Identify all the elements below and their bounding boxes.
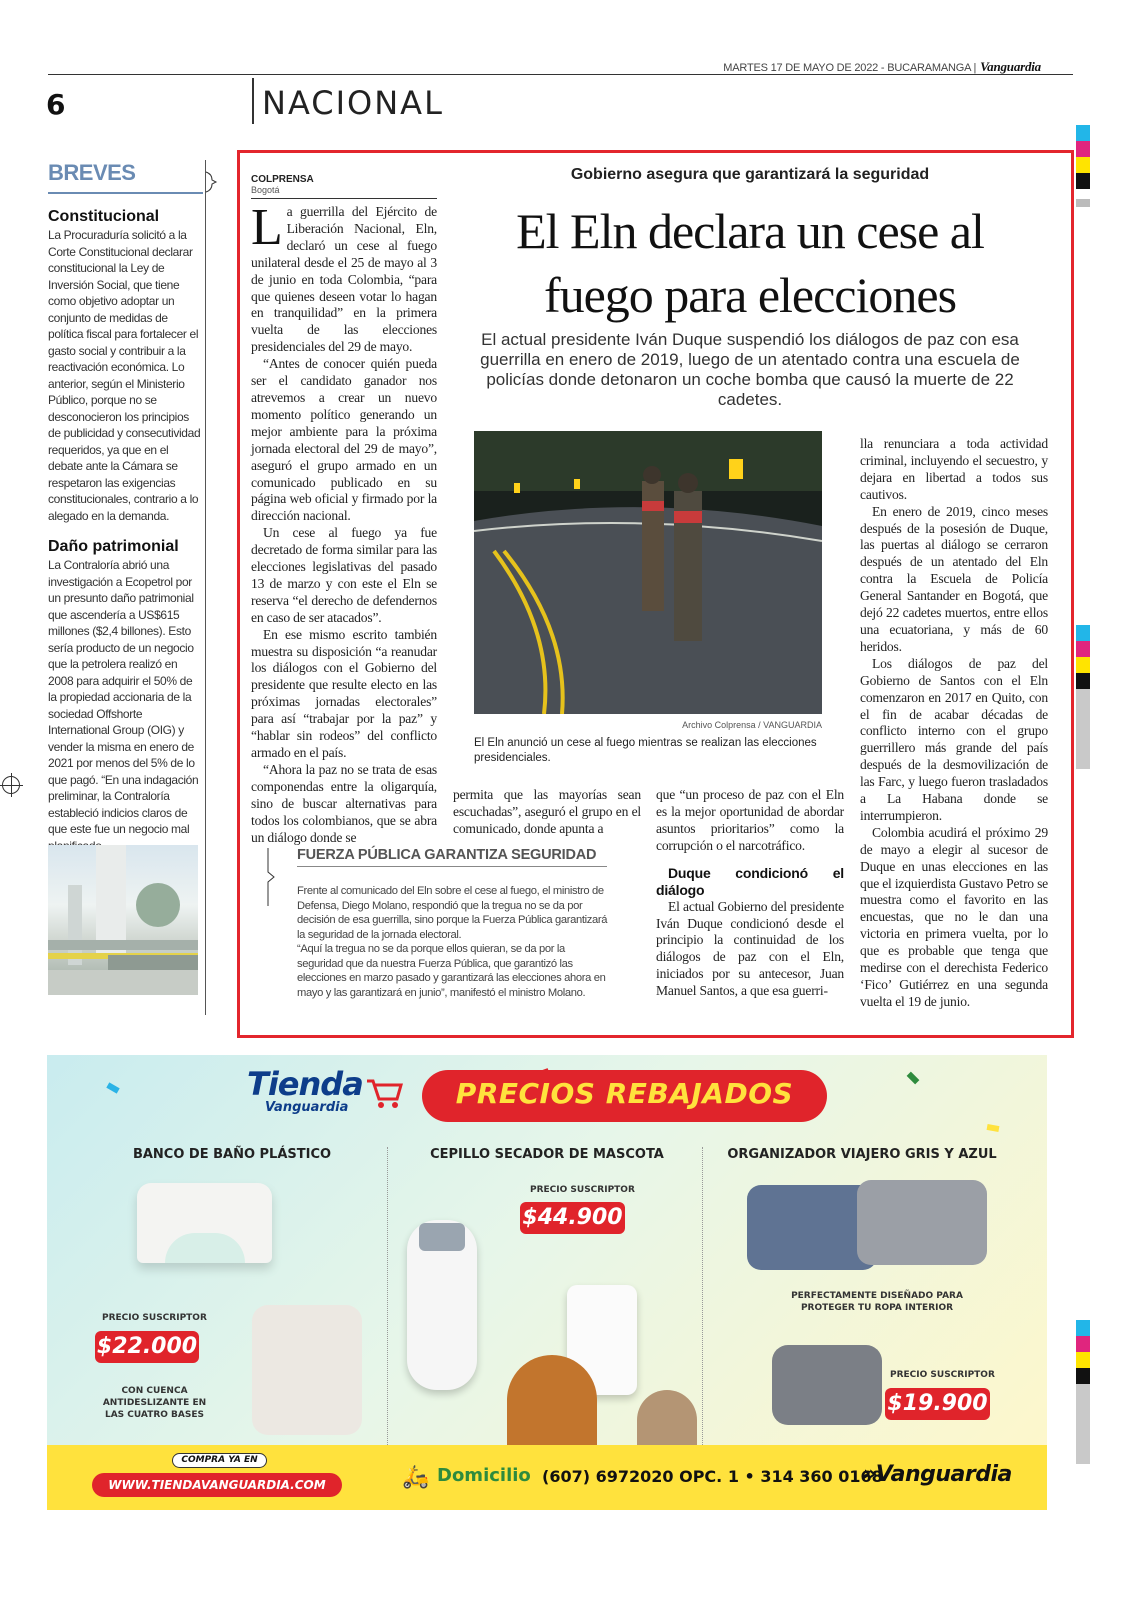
article-column-4 — [860, 436, 1048, 1011]
paragraph: “Aquí la tregua no se da porque ellos quieran, se da por la seguridad que da nuestra Fuerza Pública, que garantizó las elecciones en marzo pasado y garantizará las elecciones ahora en mayo y las garantizará en junio”, manifestó el ministro Molano. — [297, 943, 606, 999]
store-link[interactable]: WWW.TIENDAVANGUARDIA.COM — [92, 1473, 342, 1497]
paragraph: permita que las mayorías sean escuchadas”, aseguró el grupo en el comunicado, donde apunta a — [453, 787, 641, 836]
article-column-2 — [453, 787, 641, 838]
bracket-icon — [204, 170, 218, 194]
byline-city: Bogotá — [251, 185, 280, 195]
tienda-logo: Tienda — [247, 1065, 363, 1103]
section-divider — [252, 78, 254, 124]
advertisement[interactable] — [47, 1055, 1047, 1510]
confetti — [987, 1124, 1000, 1132]
brief-text: La Contraloría abrió una investigación a Ecopetrol por un presunto daño patrimonial que ascendería a US$615 millones ($2,4 billones). Esto sería producto de un negocio que la petrolera realizó en 2008 para adquirir el 50% de la propiedad accionaria de la sociedad Offshorte International Group (OIG) y vender la misma en enero de 2021 por menos del 5% de lo que pagó. “En una indagación preliminar, la Contraloría estableció indicios claros de que este fue un negocio mal — [48, 558, 199, 836]
promo-text: PRECIOS REBAJADOS — [455, 1077, 794, 1110]
dateline — [723, 59, 1041, 75]
photo-caption: El Eln anunció un cese al fuego mientras se realizan las elecciones presidenciales. — [474, 737, 817, 764]
pet-dryer-brush — [419, 1223, 465, 1251]
breves-divider — [205, 160, 206, 1015]
color-strip-mid — [1076, 625, 1090, 769]
price-label: PRECIO SUSCRIPTOR — [890, 1370, 995, 1380]
headline: El Eln declara un cese al fuego para elecciones — [516, 203, 984, 323]
divider — [387, 1147, 388, 1477]
box-bracket-icon — [258, 846, 278, 908]
cart-icon — [365, 1075, 405, 1111]
paragraph: En ese mismo escrito también muestra su disposición “a reanudar los diálogos con el Gobierno del presidente que resulte electo en las próximas jornadas electorales” para así “trabajar por la paz” y “hablar sin rodeos” del conflicto armado en el país. — [251, 626, 437, 760]
byline — [251, 174, 314, 195]
product-name: BANCO DE BAÑO PLÁSTICO — [132, 1147, 332, 1162]
price: $19.900 — [885, 1388, 990, 1420]
byline-agency: COLPRENSA — [251, 174, 314, 185]
paragraph: “Ahora la paz no se trata de esas componendas entre la oligarquía, sino de buscar alternativas para todos los colombianos, que se abra un diálogo donde se — [251, 761, 437, 845]
sidebar-box-rule — [297, 866, 607, 867]
section-name: NACIONAL — [262, 84, 444, 122]
product-name: ORGANIZADOR VIAJERO GRIS Y AZUL — [727, 1147, 997, 1162]
article-column-1 — [251, 199, 437, 846]
dropcap: L — [251, 199, 283, 256]
sidebar-box-text — [297, 884, 609, 1000]
paragraph: a guerrilla del Ejército de Liberación Nacional, Eln, declaró un cese al fuego unilateral desde el 25 de mayo al 3 de junio en toda Colombia, “para que quienes deseen votar lo hagan en tranquilidad” en la primera vuelta de las elecciones presidenciales del 29 de mayo. — [251, 204, 437, 355]
pipeline-image — [48, 845, 198, 995]
organizer-open-image — [772, 1345, 882, 1425]
phone-numbers[interactable]: (607) 6972020 OPC. 1 • 314 360 0168 — [542, 1467, 883, 1486]
paragraph: “Antes de conocer quién pueda ser el candidato ganador nos atrevemos a crear un nuevo momento político generando un mejor ambiente para la próxima jornada electoral del 29 de mayo”, aseguró el grupo armado en un comunicado publicado en su página web oficial y firmado por la dirección nacional. — [251, 356, 437, 524]
article-photo — [474, 431, 822, 714]
brief-text: La Procuraduría solicitó a la Corte Constitucional declarar constitucional la Ley de Inversión Social, que tiene como objetivo adoptar un conjunto de medidas de política fiscal para fortalecer el gasto social y contribuir a la reactivación económica. Lo anterior, según el Ministerio Público, porque no se desconocieron los principios de publicidad y consecutividad requeridos, ya que en el debate ante la Cámara se respetaron las exigencias constitucionales, contrario a lo alegado en la demanda. — [48, 228, 201, 523]
price-label: PRECIO SUSCRIPTOR — [102, 1313, 207, 1323]
brief-head: Daño patrimonial — [48, 538, 179, 555]
breves-photo — [48, 845, 198, 995]
tienda-logo-sub: Vanguardia — [265, 1100, 349, 1115]
masthead: Vanguardia — [980, 59, 1041, 74]
paragraph: Un cese al fuego ya fue decretado de forma similar para las elecciones legislativas del pasado 13 de marzo y con este el Eln se reserva “el derecho de defendernos en caso de ser atacados”. — [251, 525, 437, 625]
paragraph: Los diálogos de paz del Gobierno de Santos con el Eln comenzaron en 2017 en Quito, con el fin de acabar décadas de conflicto interno con el grupo guerrillero más grande del país después de la desmovilización de las Farc, y luego fueron trasladados a La Habana donde se interrumpieron. — [860, 655, 1048, 823]
delivery-moto-icon: 🛵 — [402, 1465, 430, 1490]
paragraph: Frente al comunicado del Eln sobre el cese al fuego, el ministro de Defensa, Diego Molano, respondió que la tregua no se da por decisión de esa guerrilla, sino porque la Fuerza Pública garantizará la seguridad de la jornada electoral. — [297, 885, 608, 941]
confetti — [106, 1082, 119, 1093]
domicilio-label: Domicilio — [437, 1465, 531, 1486]
color-strip-top — [1076, 125, 1090, 207]
paragraph: lla renunciara a toda actividad criminal, incluyendo el secuestro, y dejara en libertad a todos sus cautivos. — [860, 436, 1048, 502]
brief-head: Constitucional — [48, 208, 160, 225]
product-note: PERFECTAMENTE DISEÑADO PARA PROTEGER TU ROPA INTERIOR — [791, 1291, 963, 1313]
photo-credit: Archivo Colprensa / VANGUARDIA — [682, 720, 822, 730]
divider — [702, 1147, 703, 1477]
crosshair-icon — [2, 776, 20, 794]
paragraph: Colombia acudirá el próximo 29 de mayo a elegir al sucesor de Duque en unas elecciones en las que el izquierdista Gustavo Petro se muestra como el favorito en las encuestas, que no le dan una victoria en primera vuelta, por lo que es probable que tenga que medirse con el derechista Federico ‘Fico’ Gutiérrez en una segunda vuelta el 19 de junio. — [860, 824, 1048, 1009]
article-column-3 — [656, 787, 844, 1000]
header-rule — [48, 74, 1073, 75]
deck: El actual presidente Iván Duque suspendió los diálogos de paz con esa guerrilla en enero de 2019, luego de un atentado contra una escuela de policías donde detonaron un coche bomba que causó la muerte de 22 cadetes. — [480, 330, 1020, 409]
paragraph: En enero de 2019, cinco meses después de la posesión de Duque, las puertas al diálogo se cerraron después de un atentado del Eln contra la Escuela de Policía General Santander en Bogotá, que dejó 22 cadetes muertos, entre ellos una ecuatoriana, y más de 60 heridos. — [860, 503, 1048, 654]
vanguardia-logo: »Vanguardia — [862, 1462, 1012, 1487]
paragraph: El actual Gobierno del presidente Iván Duque condicionó desde el principio la continuidad de los diálogos de paz con el Eln, iniciados por su antecesor, Juan Manuel Santos, a que esa guerri- — [656, 898, 844, 999]
product-note: CON CUENCA ANTIDESLIZANTE EN LAS CUATRO BASES — [102, 1386, 207, 1420]
color-strip-bottom — [1076, 1320, 1090, 1464]
subhead: Duque condicionó el diálogo — [656, 864, 844, 898]
sidebar-box-heading: FUERZA PÚBLICA GARANTIZA SEGURIDAD — [297, 847, 597, 863]
breves-title: BREVES — [48, 160, 203, 194]
confetti — [907, 1072, 920, 1085]
compra-label: COMPRA YA EN — [172, 1453, 267, 1468]
product-name: CEPILLO SECADOR DE MASCOTA — [430, 1147, 664, 1162]
price: $44.900 — [520, 1202, 625, 1234]
dateline-text: MARTES 17 DE MAYO DE 2022 - BUCARAMANGA | — [723, 62, 977, 74]
price-label: PRECIO SUSCRIPTOR — [530, 1185, 635, 1195]
breves-column — [48, 160, 203, 868]
organizer-gray-image — [857, 1180, 987, 1265]
price: $22.000 — [95, 1331, 199, 1363]
page-number: 6 — [46, 88, 66, 121]
paragraph: que “un proceso de paz con el Eln es la mejor oportunidad de abordar asuntos prioritarios” como la corrupción o el narcotráfico. — [656, 787, 844, 853]
soldiers-road-image — [474, 431, 822, 714]
stool-feet-image — [252, 1305, 362, 1435]
kicker: Gobierno asegura que garantizará la seguridad — [570, 166, 930, 183]
